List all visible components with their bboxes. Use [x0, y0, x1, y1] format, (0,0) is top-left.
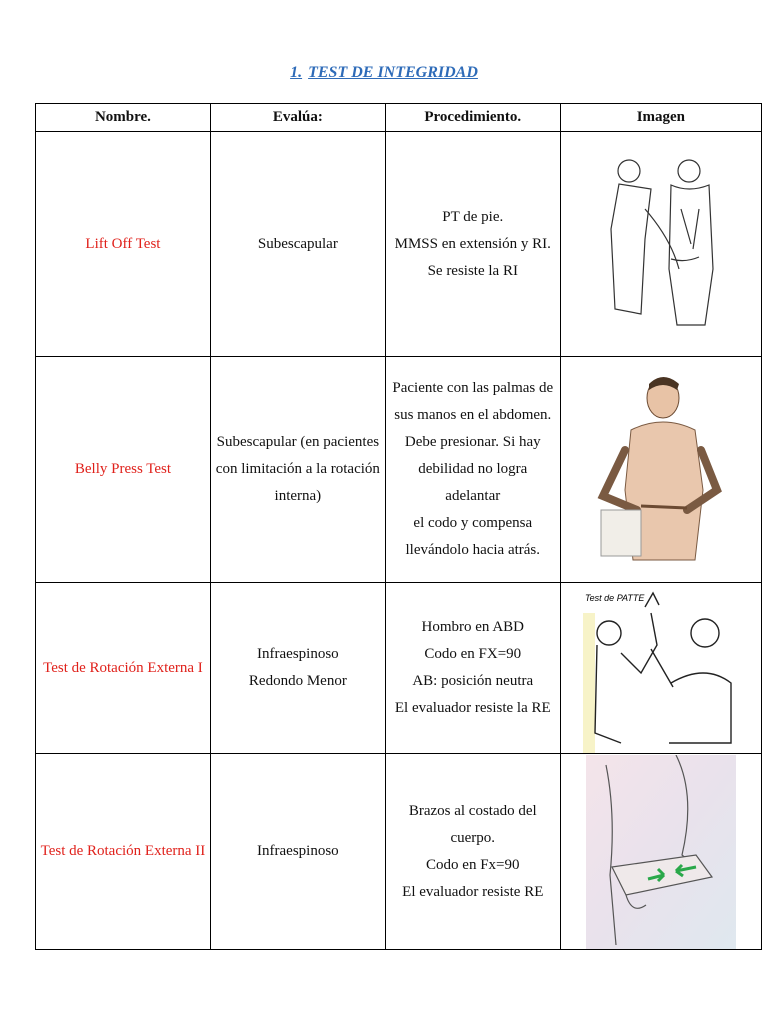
column-header-name: Nombre. — [36, 104, 211, 132]
procedure-cell: Hombro en ABD Codo en FX=90 AB: posición neutra El evaluador resiste la RE — [385, 583, 560, 754]
external-rotation-arm-photo-icon — [586, 755, 736, 949]
integrity-tests-table — [35, 103, 762, 950]
procedure-cell: PT de pie. MMSS en extensión y RI. Se resiste la RI — [385, 132, 560, 357]
column-header-evaluates: Evalúa: — [210, 104, 385, 132]
image-caption: Test de PATTE — [584, 593, 645, 603]
examiner-patient-back-illustration-icon — [601, 149, 721, 339]
test-name: Test de Rotación Externa I — [36, 583, 211, 754]
image-cell — [560, 357, 761, 583]
section-title — [0, 64, 768, 82]
image-cell — [560, 583, 761, 754]
table-row — [36, 357, 762, 583]
test-name: Lift Off Test — [36, 132, 211, 357]
table-row — [36, 754, 762, 950]
column-header-procedure: Procedimiento. — [385, 104, 560, 132]
image-cell — [560, 132, 761, 357]
table-row — [36, 132, 762, 357]
patte-test-illustration-icon — [581, 583, 741, 753]
column-header-image: Imagen — [560, 104, 761, 132]
procedure-cell: Brazos al costado del cuerpo. Codo en Fx=90 El evaluador resiste RE — [385, 754, 560, 950]
evaluates-cell: Infraespinoso — [210, 754, 385, 950]
evaluates-cell: Subescapular — [210, 132, 385, 357]
test-name: Test de Rotación Externa II — [36, 754, 211, 950]
table-row — [36, 583, 762, 754]
procedure-cell: Paciente con las palmas de sus manos en el abdomen. Debe presionar. Si hay debilidad no logra adelantar el codo y compensa llevándolo hacia atrás. — [385, 357, 560, 583]
test-name: Belly Press Test — [36, 357, 211, 583]
section-number: 1. — [290, 64, 303, 81]
evaluates-cell: Infraespinoso Redondo Menor — [210, 583, 385, 754]
evaluates-cell: Subescapular (en pacientes con limitación a la rotación interna) — [210, 357, 385, 583]
table-header-row — [36, 104, 762, 132]
image-cell — [560, 754, 761, 950]
patient-hands-on-abdomen-illustration-icon — [591, 370, 731, 570]
section-heading: TEST DE INTEGRIDAD — [308, 64, 478, 81]
